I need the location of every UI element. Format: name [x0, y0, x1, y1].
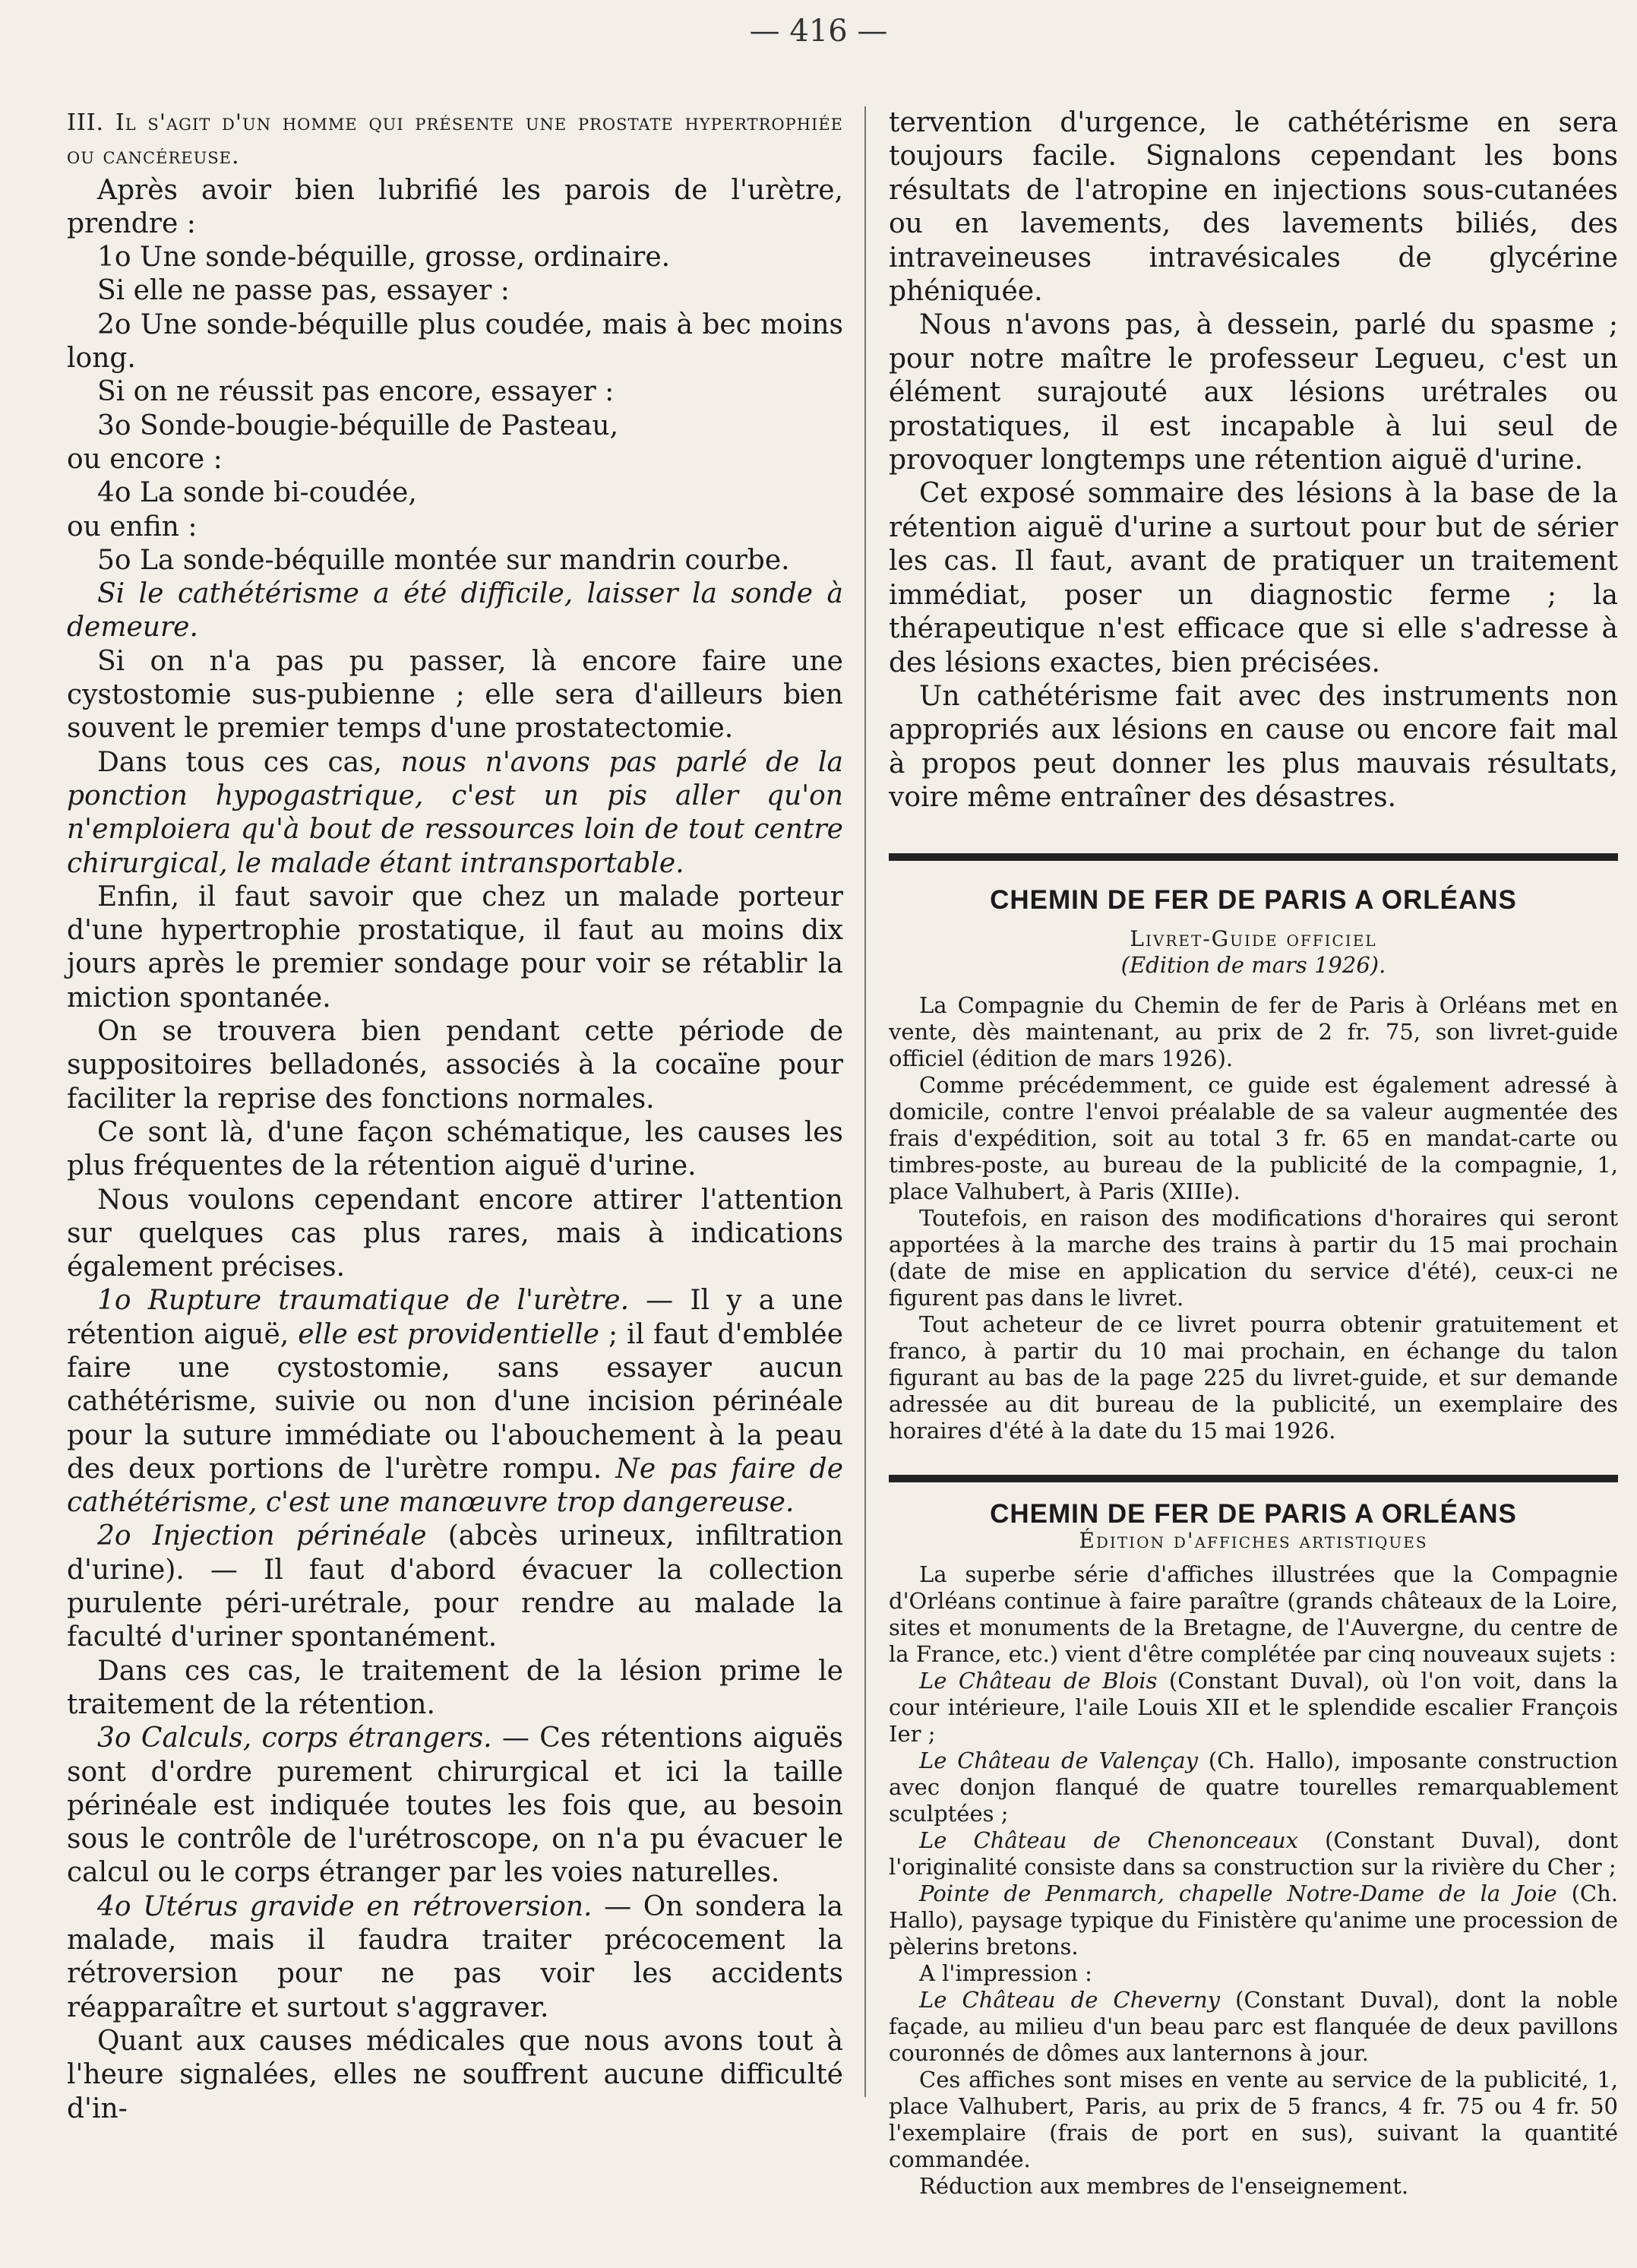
list-item — [889, 1827, 1618, 1881]
italic-text: nous n'avons pas parlé de la ponction hypogastrique, c'est un pis aller qu'on n'emploiera qu'à bout de ressources loin de tout centre chirurgical, le malade étant intransportable. — [67, 746, 844, 879]
paragraph-italic — [67, 577, 843, 645]
paragraph: Nous voulons cependant encore attirer l'attention sur quelques cas plus rares, mais à indications également précises. — [67, 1184, 843, 1283]
notice-livret-guide — [889, 884, 1618, 1444]
paragraph: Si on n'a pas pu passer, là encore faire une cystostomie sus-pubienne ; elle sera d'ailleurs bien souvent le premier temps d'une prostatectomie. — [67, 645, 843, 745]
right-column — [889, 106, 1618, 2200]
paragraph: Nous n'avons pas, à dessein, parlé du spasme ; pour notre maître le professeur Legueu, c'est un élément surajouté aux lésions urétrales ou prostatiques, il est incapable à lui seul de provoquer longtemps une rétention aiguë d'urine. — [889, 309, 1618, 476]
paragraph: On se trouvera bien pendant cette période de suppositoires belladonés, associés à la cocaïne pour faciliter la reprise des fonctions normales. — [67, 1016, 843, 1115]
text: — On sondera la malade, mais il faudra traiter précocement la rétroversion pour ne pas voir les accidents réapparaître et surtout s'aggraver. — [67, 1890, 843, 2023]
page-number: — 416 — — [749, 14, 888, 49]
italic-text: Pointe de Penmarch, chapelle Notre-Dame de la Joie — [919, 1880, 1557, 1906]
paragraph: tervention d'urgence, le cathétérisme en sera toujours facile. Signalons cependant les bons résultats de l'atropine en injections sous-cutanées ou en lavements, des lavements biliés, des intraveineuses intravésicales de glycérine phéniquée. — [889, 107, 1618, 308]
divider-rule — [889, 853, 1618, 861]
paragraph: Tout acheteur de ce livret pourra obtenir gratuitement et franco, à partir du 10 mai prochain, en échange du talon figurant au bas de la page 225 du livret-guide, et sur demande adressée au dit bureau de la publicité, un exemplaire des horaires d'été à la date du 15 mai 1926. — [889, 1311, 1618, 1444]
list-item: 1o Une sonde-béquille, grosse, ordinaire. — [97, 242, 671, 274]
paragraph: Dans ces cas, le traitement de la lésion prime le traitement de la rétention. — [67, 1655, 843, 1720]
paragraph: La Compagnie du Chemin de fer de Paris à Orléans met en vente, dès maintenant, au prix de 2 fr. 75, son livret-guide officiel (édition de mars 1926). — [889, 992, 1618, 1071]
notice-title: CHEMIN DE FER DE PARIS A ORLÉANS — [990, 1498, 1517, 1529]
paragraph — [67, 746, 843, 881]
list-item — [889, 1748, 1618, 1827]
paragraph — [67, 1722, 843, 1890]
italic-text: Si le cathétérisme a été difficile, laisser la sonde à demeure. — [67, 578, 843, 644]
paragraph: Comme précédemment, ce guide est également adressé à domicile, contre l'envoi préalable de sa valeur augmentée des frais d'expédition, soit au total 3 fr. 65 en mandat-carte ou timbres-poste, au bureau de la publicité de la compagnie, 1, place Valhubert, à Paris (XIIIe). — [889, 1071, 1618, 1204]
italic-text: Le Château de Valençay — [919, 1747, 1199, 1773]
text: (abcès urineux, infiltration d'urine). — Il faut d'abord évacuer la collection purulente péri-urétrale, pour rendre au malade la faculté d'uriner spontanément. — [67, 1520, 844, 1653]
paragraph: Après avoir bien lubrifié les parois de l'urètre, prendre : — [67, 174, 843, 239]
right-body — [889, 106, 1618, 815]
list-item: 5o La sonde-béquille montée sur mandrin courbe. — [97, 544, 790, 576]
paragraph: Ces affiches sont mises en vente au service de la publicité, 1, place Valhubert, Paris, au prix de 5 francs, 4 fr. 75 ou 4 fr. 50 l'exemplaire (frais de port en sus), suivant la quantité commandée. — [889, 2066, 1618, 2172]
paragraph: Enfin, il faut savoir que chez un malade porteur d'une hypertrophie prostatique, il faut au moins dix jours après le premier sondage pour voir se rétablir la miction spontanée. — [67, 881, 843, 1014]
column-divider — [864, 106, 866, 2097]
text: Dans tous ces cas, — [97, 746, 401, 778]
list-item: 3o Sonde-bougie-béquille de Pasteau, — [97, 410, 619, 441]
italic-text: 1o Rupture traumatique de l'urètre. — [97, 1285, 630, 1317]
list-item — [889, 1668, 1618, 1748]
paragraph — [67, 1890, 843, 2025]
italic-text: elle est providentielle — [298, 1318, 599, 1350]
paragraph — [67, 1284, 843, 1520]
divider-rule — [889, 1475, 1618, 1482]
paragraph — [67, 1520, 843, 1654]
text: (Constant Duval), où l'on voit, dans la cour intérieure, l'aile Louis XII et le splendide escalier François Ier ; — [889, 1667, 1618, 1747]
paragraph: Quant aux causes médicales que nous avons tout à l'heure signalées, elles ne souffrent aucune difficulté d'in- — [67, 2025, 843, 2124]
notice-affiches — [889, 1498, 1618, 2200]
text: (Constant Duval), dont la noble façade, au milieu d'un beau parc est flanquée de deux pavillons couronnés de dômes aux lanternons à jour. — [889, 1986, 1618, 2066]
italic-text: Le Château de Cheverny — [919, 1986, 1221, 2013]
paragraph: Toutefois, en raison des modifications d'horaires qui seront apportées à la marche des trains à partir du 15 mai prochain (date de mise en application du service d'été), ceux-ci ne figurent pas dans le livret. — [889, 1204, 1618, 1311]
notice-subtitle: Livret-Guide officiel — [1130, 925, 1377, 951]
paragraph: Ce sont là, d'une façon schématique, les causes les plus fréquentes de la rétention aiguë d'urine. — [67, 1116, 843, 1182]
list-item: 4o La sonde bi-coudée, — [97, 477, 417, 509]
paragraph: Si on ne réussit pas encore, essayer : — [97, 376, 615, 408]
list-item: 2o Une sonde-béquille plus coudée, mais à bec moins long. — [67, 308, 843, 375]
italic-text: 2o Injection périnéale — [97, 1520, 427, 1552]
italic-text: Le Château de Chenonceaux — [919, 1827, 1299, 1853]
text: (Ch. Hallo), paysage typique du Finistère qu'anime une procession de pèlerins bretons. — [889, 1880, 1618, 1960]
list-item — [889, 1881, 1618, 1960]
paragraph: A l'impression : — [919, 1960, 1092, 1986]
paragraph: Cet exposé sommaire des lésions à la base de la rétention aiguë d'urine a surtout pour but de sérier les cas. Il faut, avant de pratiquer un traitement immédiat, poser un diagnostic ferme ; la thérapeutique n'est efficace que si elle s'adresse à des lésions exactes, bien précisées. — [889, 478, 1618, 679]
text: (Ch. Hallo), imposante construction avec donjon flanqué de quatre tourelles remarquablement sculptées ; — [889, 1747, 1618, 1827]
italic-text: 3o Calculs, corps étrangers. — [97, 1722, 492, 1754]
paragraph: Réduction aux membres de l'enseignement. — [919, 2172, 1409, 2199]
notice-title: CHEMIN DE FER DE PARIS A ORLÉANS — [990, 884, 1517, 915]
text: (Constant Duval), dont l'originalité consiste dans sa construction sur la rivière du Cher ; — [889, 1827, 1618, 1880]
italic-text: Ne pas faire de cathétérisme, c'est une manœuvre trop dangereuse. — [67, 1453, 843, 1519]
paragraph: ou encore : — [67, 443, 223, 475]
notice-edition: (Edition de mars 1926). — [1120, 951, 1386, 978]
section-heading: III. Il s'agit d'un homme qui présente une prostate hypertrophiée ou cancéreuse. — [67, 109, 843, 170]
text: — Ces rétentions aiguës sont d'ordre purement chirurgical et ici la taille périnéale est indiquée toutes les fois que, au besoin sous le contrôle de l'urétroscope, on n'a pu évacuer le calcul ou le corps étranger par les voies naturelles. — [67, 1722, 843, 1889]
paragraph: La superbe série d'affiches illustrées que la Compagnie d'Orléans continue à faire paraître (grands châteaux de la Loire, sites et monuments de la Bretagne, de l'Auvergne, du centre de la France, etc.) vient d'être complétée par cinq nouveaux sujets : — [889, 1561, 1618, 1667]
paragraph: Un cathétérisme fait avec des instruments non appropriés aux lésions en cause ou encore fait mal à propos peut donner les plus mauvais résultats, voire même entraîner des désastres. — [889, 680, 1618, 814]
paragraph: ou enfin : — [67, 511, 198, 542]
text: ; il faut d'emblée faire une cystostomie, sans essayer aucun cathétérisme, suivie ou non d'une incision périnéale pour la suture immédiate ou l'abouchement à la peau des deux portions de l'urètre rompu. — [67, 1318, 844, 1485]
text: — Il y a une rétention aiguë, — [67, 1285, 843, 1350]
italic-text: Le Château de Blois — [919, 1667, 1158, 1694]
left-column — [67, 106, 843, 2126]
notice-subtitle: Édition d'affiches artistiques — [1079, 1527, 1428, 1553]
list-item — [889, 1987, 1618, 2067]
italic-text: 4o Utérus gravide en rétroversion. — [97, 1890, 593, 1922]
paragraph: Si elle ne passe pas, essayer : — [97, 275, 510, 307]
